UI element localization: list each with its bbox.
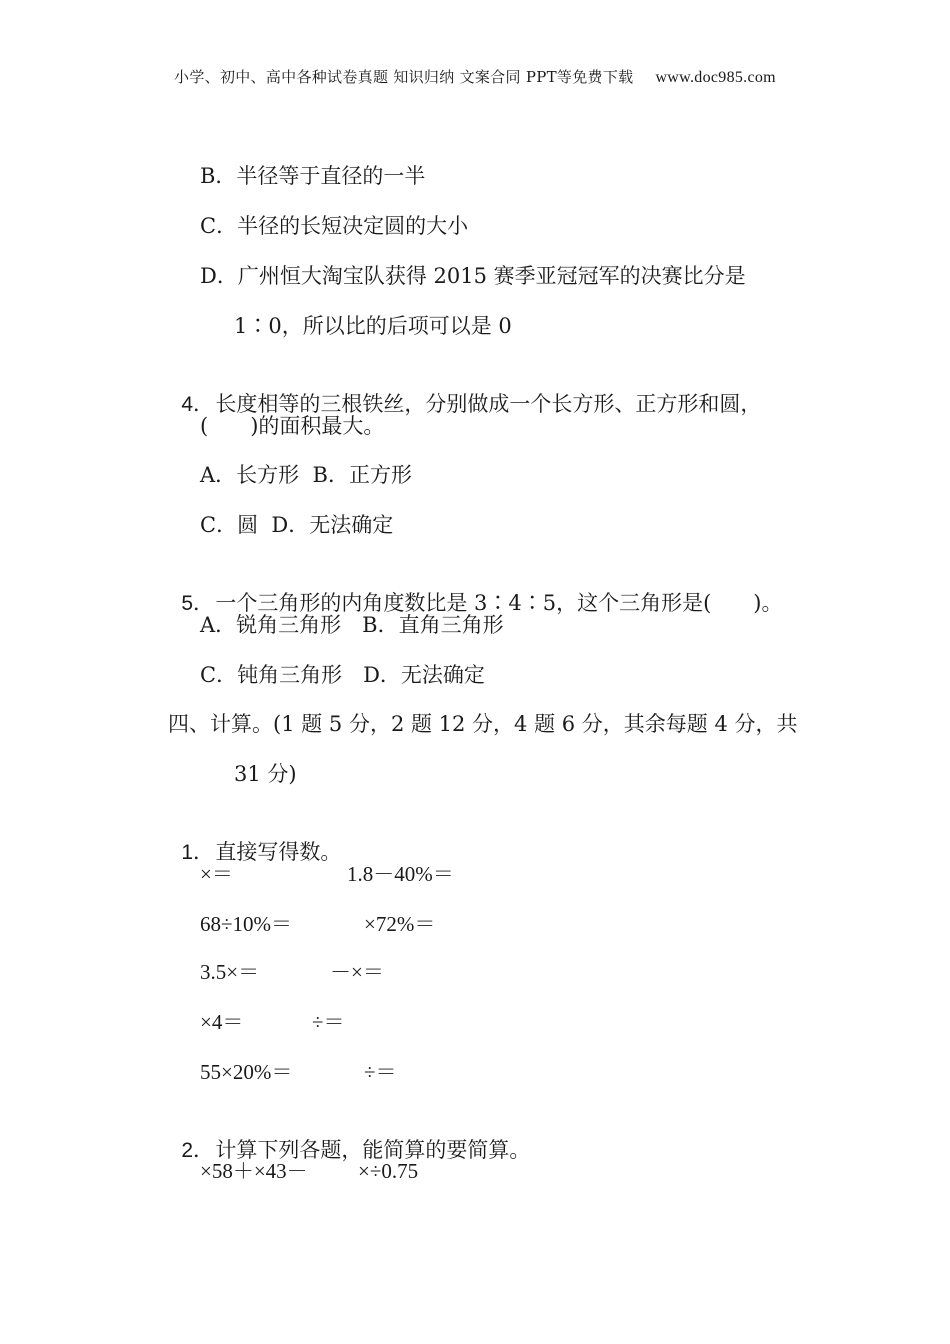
calc2-expr-right: ×÷0.75 [358,1159,419,1183]
calc2-title-text: 计算下列各题，能简算的要简算。 [215,1138,531,1162]
calc1-title-text: 直接写得数。 [215,840,342,864]
header-categories: 小学、初中、高中各种试卷真题 知识归纳 文案合同 PPT等免费下载 [174,68,634,86]
calc1-row1-right: 1.8－40%＝ [347,862,454,886]
calc1-row3-right: －×＝ [330,960,384,984]
page-header [0,66,950,87]
q5-options-row2: C．钝角三角形 D．无法确定 [200,663,485,687]
q4-options-row2: C．圆 D．无法确定 [200,513,394,537]
calc1-row3-left: 3.5×＝ [200,960,260,984]
q3-option-d-line2: 1∶0，所以比的后项可以是 0 [234,314,512,338]
calc1-number: 1． [181,841,215,864]
q5-options-row1: A．锐角三角形 B．直角三角形 [200,613,504,637]
calc2-number: 2． [181,1139,215,1162]
q3-option-c: C．半径的长短决定圆的大小 [200,214,469,238]
calc1-row4-right: ÷＝ [312,1010,345,1034]
calc1-row5-left: 55×20%＝ [200,1060,293,1084]
q4-stem-line2: ( )的面积最大。 [200,414,385,438]
q4-options-row1: A．长方形 B．正方形 [200,463,412,487]
calc1-title [168,810,341,867]
calc1-row1-left: ×＝ [200,862,233,886]
section4-title-line1: 四、计算。(1 题 5 分，2 题 12 分，4 题 6 分，其余每题 4 分，共 [168,712,798,736]
calc1-row5-right: ÷＝ [364,1060,397,1084]
calc1-row2-right: ×72%＝ [364,912,436,936]
section4-title-line2: 31 分) [234,762,297,786]
q5-stem [168,561,783,618]
q5-stem-text: 一个三角形的内角度数比是 3∶4∶5，这个三角形是( )。 [215,591,783,615]
calc2-expr-left: ×58＋×43－ [200,1159,308,1183]
q4-stem-line1 [168,362,761,419]
calc1-row4-left: ×4＝ [200,1010,244,1034]
q5-number: 5． [181,592,215,615]
q3-option-b: B．半径等于直径的一半 [200,164,426,188]
calc1-row2-left: 68÷10%＝ [200,912,293,936]
q4-stem-text: 长度相等的三根铁丝，分别做成一个长方形、正方形和圆， [215,392,762,416]
header-site: www.doc985.com [655,69,776,86]
q3-option-d-line1: D．广州恒大淘宝队获得 2015 赛季亚冠冠军的决赛比分是 [200,264,746,288]
q4-number: 4． [181,393,215,416]
